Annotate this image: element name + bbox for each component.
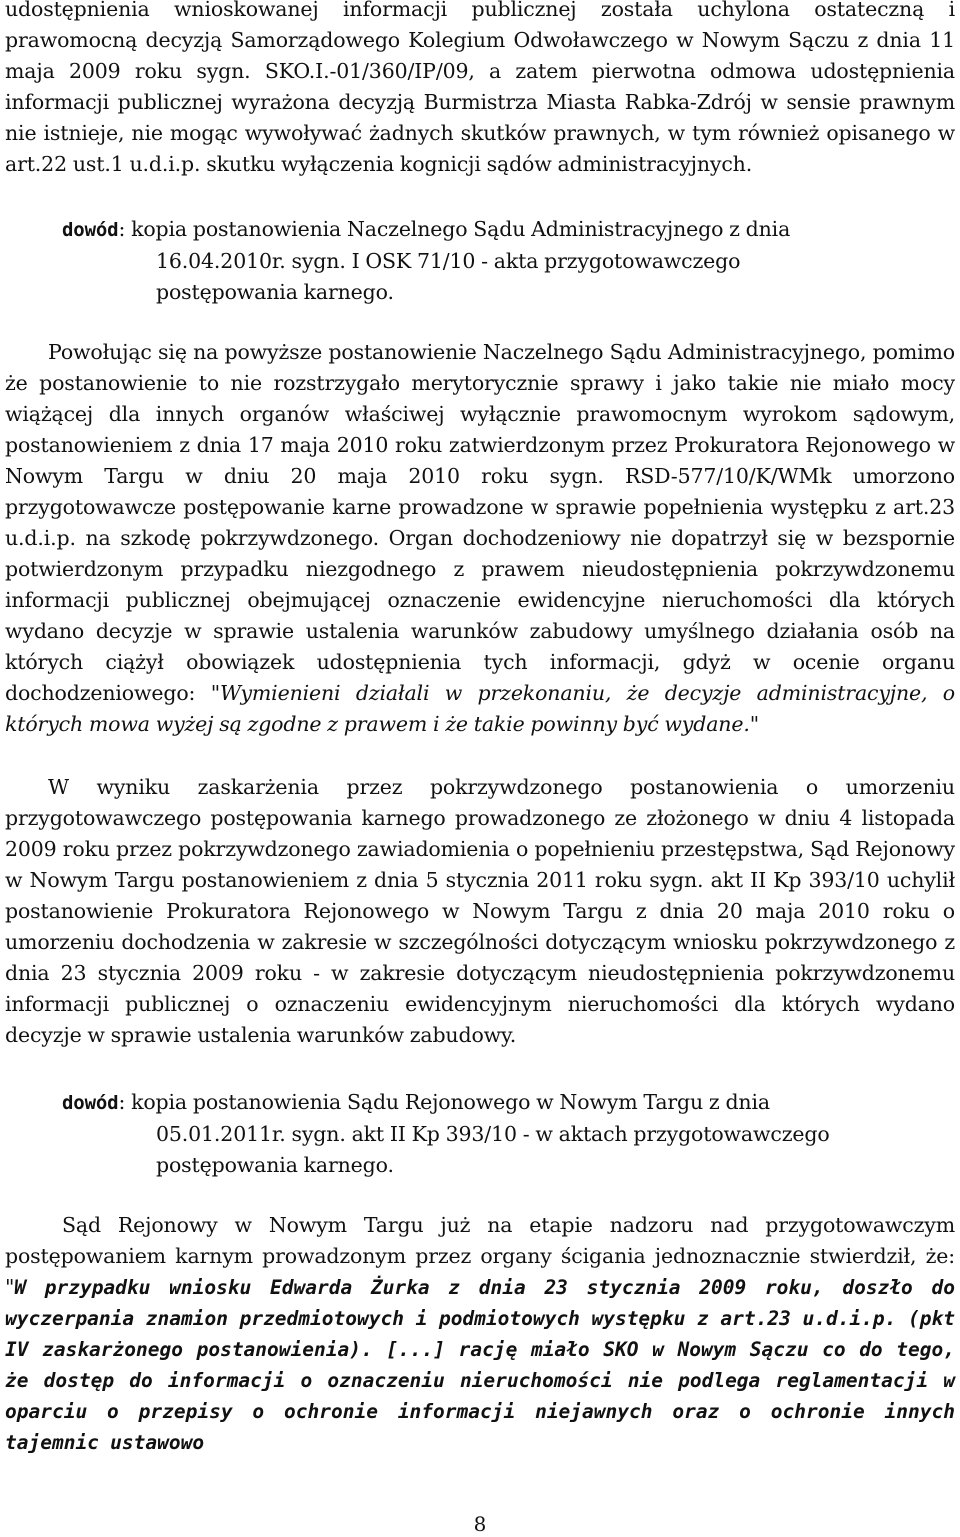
paragraph-2-quote: Wymienieni działali w przekonaniu, że decyzje administracyjne, o których mowa wyżej są zgodne z prawem i że takie powinny być wydane.: [5, 681, 955, 736]
paragraph-4-quote: W przypadku wniosku Edwarda Żurka z dnia 23 stycznia 2009 roku, doszło do wyczerpania znamion przedmiotowych i podmiotowych występku z art.23 u.d.i.p. (pkt IV zaskarżonego postanowienia). [...] rację miało SKO w Nowym Sączu co do tego, że dostęp do informacji o oznaczeniu nieruchomości nie podlega reglamentacji w oparciu o przepisy o ochronie informacji niejawnych oraz o ochronie innych tajemnic ustawowo: [5, 1276, 955, 1454]
evidence-line: 16.04.2010r. sygn. I OSK 71/10 - akta przygotowawczego: [156, 249, 741, 273]
paragraph-2: [5, 337, 955, 740]
evidence-line: [62, 1087, 955, 1119]
evidence-line: [62, 214, 955, 246]
paragraph-1: udostępnienia wnioskowanej informacji publicznej została uchylona ostateczną i prawomocną decyzją Samorządowego Kolegium Odwoławczego w Nowym Sączu z dnia 11 maja 2009 roku sygn. SKO.I.-01/360/IP/09, a zatem pierwotna odmowa udostępnienia informacji publicznej wyrażona decyzją Burmistrza Miasta Rabka-Zdrój w sensie prawnym nie istnieje, nie mogąc wywoływać żadnych skutków prawnych, w tym również opisanego w art.22 ust.1 u.d.i.p. skutku wyłączenia kognicji sądów administracyjnych.: [5, 0, 955, 176]
evidence-note-1: [62, 214, 955, 308]
paragraph-3: W wyniku zaskarżenia przez pokrzywdzonego postanowienia o umorzeniu przygotowawczego postępowania karnego prowadzonego ze złożonego w dniu 4 listopada 2009 roku przez pokrzywdzonego zawiadomienia o popełnieniu przestępstwa, Sąd Rejonowy w Nowym Targu postanowieniem z dnia 5 stycznia 2011 roku sygn. akt II Kp 393/10 uchylił postanowienie Prokuratora Rejonowego w Nowym Targu z dnia 20 maja 2010 roku o umorzeniu dochodzenia w zakresie w szczególności dotyczącym wniosku pokrzywdzonego z dnia 23 stycznia 2009 roku - w zakresie dotyczącym nieudostępnienia pokrzywdzonemu informacji publicznej o oznaczeniu ewidencyjnym nieruchomości dla których wydano decyzje w sprawie ustalenia warunków zabudowy.: [5, 775, 955, 1047]
evidence-text: : kopia postanowienia Naczelnego Sądu Administracyjnego z dnia: [118, 217, 791, 241]
paragraph-4-text: Sąd Rejonowy w Nowym Targu już na etapie nadzoru nad przygotowawczym postępowaniem karnym prowadzonym przez organy ścigania jednoznacznie stwierdził, że: ": [5, 1213, 955, 1299]
evidence-line: 05.01.2011r. sygn. akt II Kp 393/10 - w aktach przygotowawczego: [156, 1122, 830, 1146]
evidence-note-2: [62, 1087, 955, 1181]
evidence-line: postępowania karnego.: [156, 1153, 394, 1177]
paragraph-2-text: Powołując się na powyższe postanowienie Naczelnego Sądu Administracyjnego, pomimo że postanowienie to nie rozstrzygało merytorycznie sprawy i jako takie nie miało mocy wiążącej dla innych organów właściwej wyłącznie prawomocnym wyrokom sądowym, postanowieniem z dnia 17 maja 2010 roku zatwierdzonym przez Prokuratora Rejonowego w Nowym Targu w dniu 20 maja 2010 roku sygn. RSD-577/10/K/WMk umorzono przygotowawcze postępowanie karne prowadzone w sprawie popełnienia występku z art.23 u.d.i.p. na szkodę pokrzywdzonego. Organ dochodzeniowy nie dopatrzył się w bezspornie potwierdzonym przypadku niezgodnego z prawem nieudostępnienia pokrzywdzonemu informacji publicznej obejmującej oznaczenie ewidencyjne nieruchomości dla których wydano decyzje w sprawie ustalenia warunków zabudowy umyślnego działania osób na których ciążył obowiązek udostępnienia tych informacji, gdyż w ocenie organu dochodzeniowego: ": [5, 340, 955, 705]
paragraph-4: [5, 1210, 955, 1458]
evidence-label: dowód: [62, 1092, 119, 1114]
page-number: 8: [473, 1512, 487, 1536]
evidence-text: : kopia postanowienia Sądu Rejonowego w Nowym Targu z dnia: [118, 1090, 770, 1114]
paragraph-2-quote-end: ": [749, 712, 759, 736]
evidence-line: postępowania karnego.: [156, 280, 394, 304]
evidence-label: dowód: [62, 219, 119, 241]
